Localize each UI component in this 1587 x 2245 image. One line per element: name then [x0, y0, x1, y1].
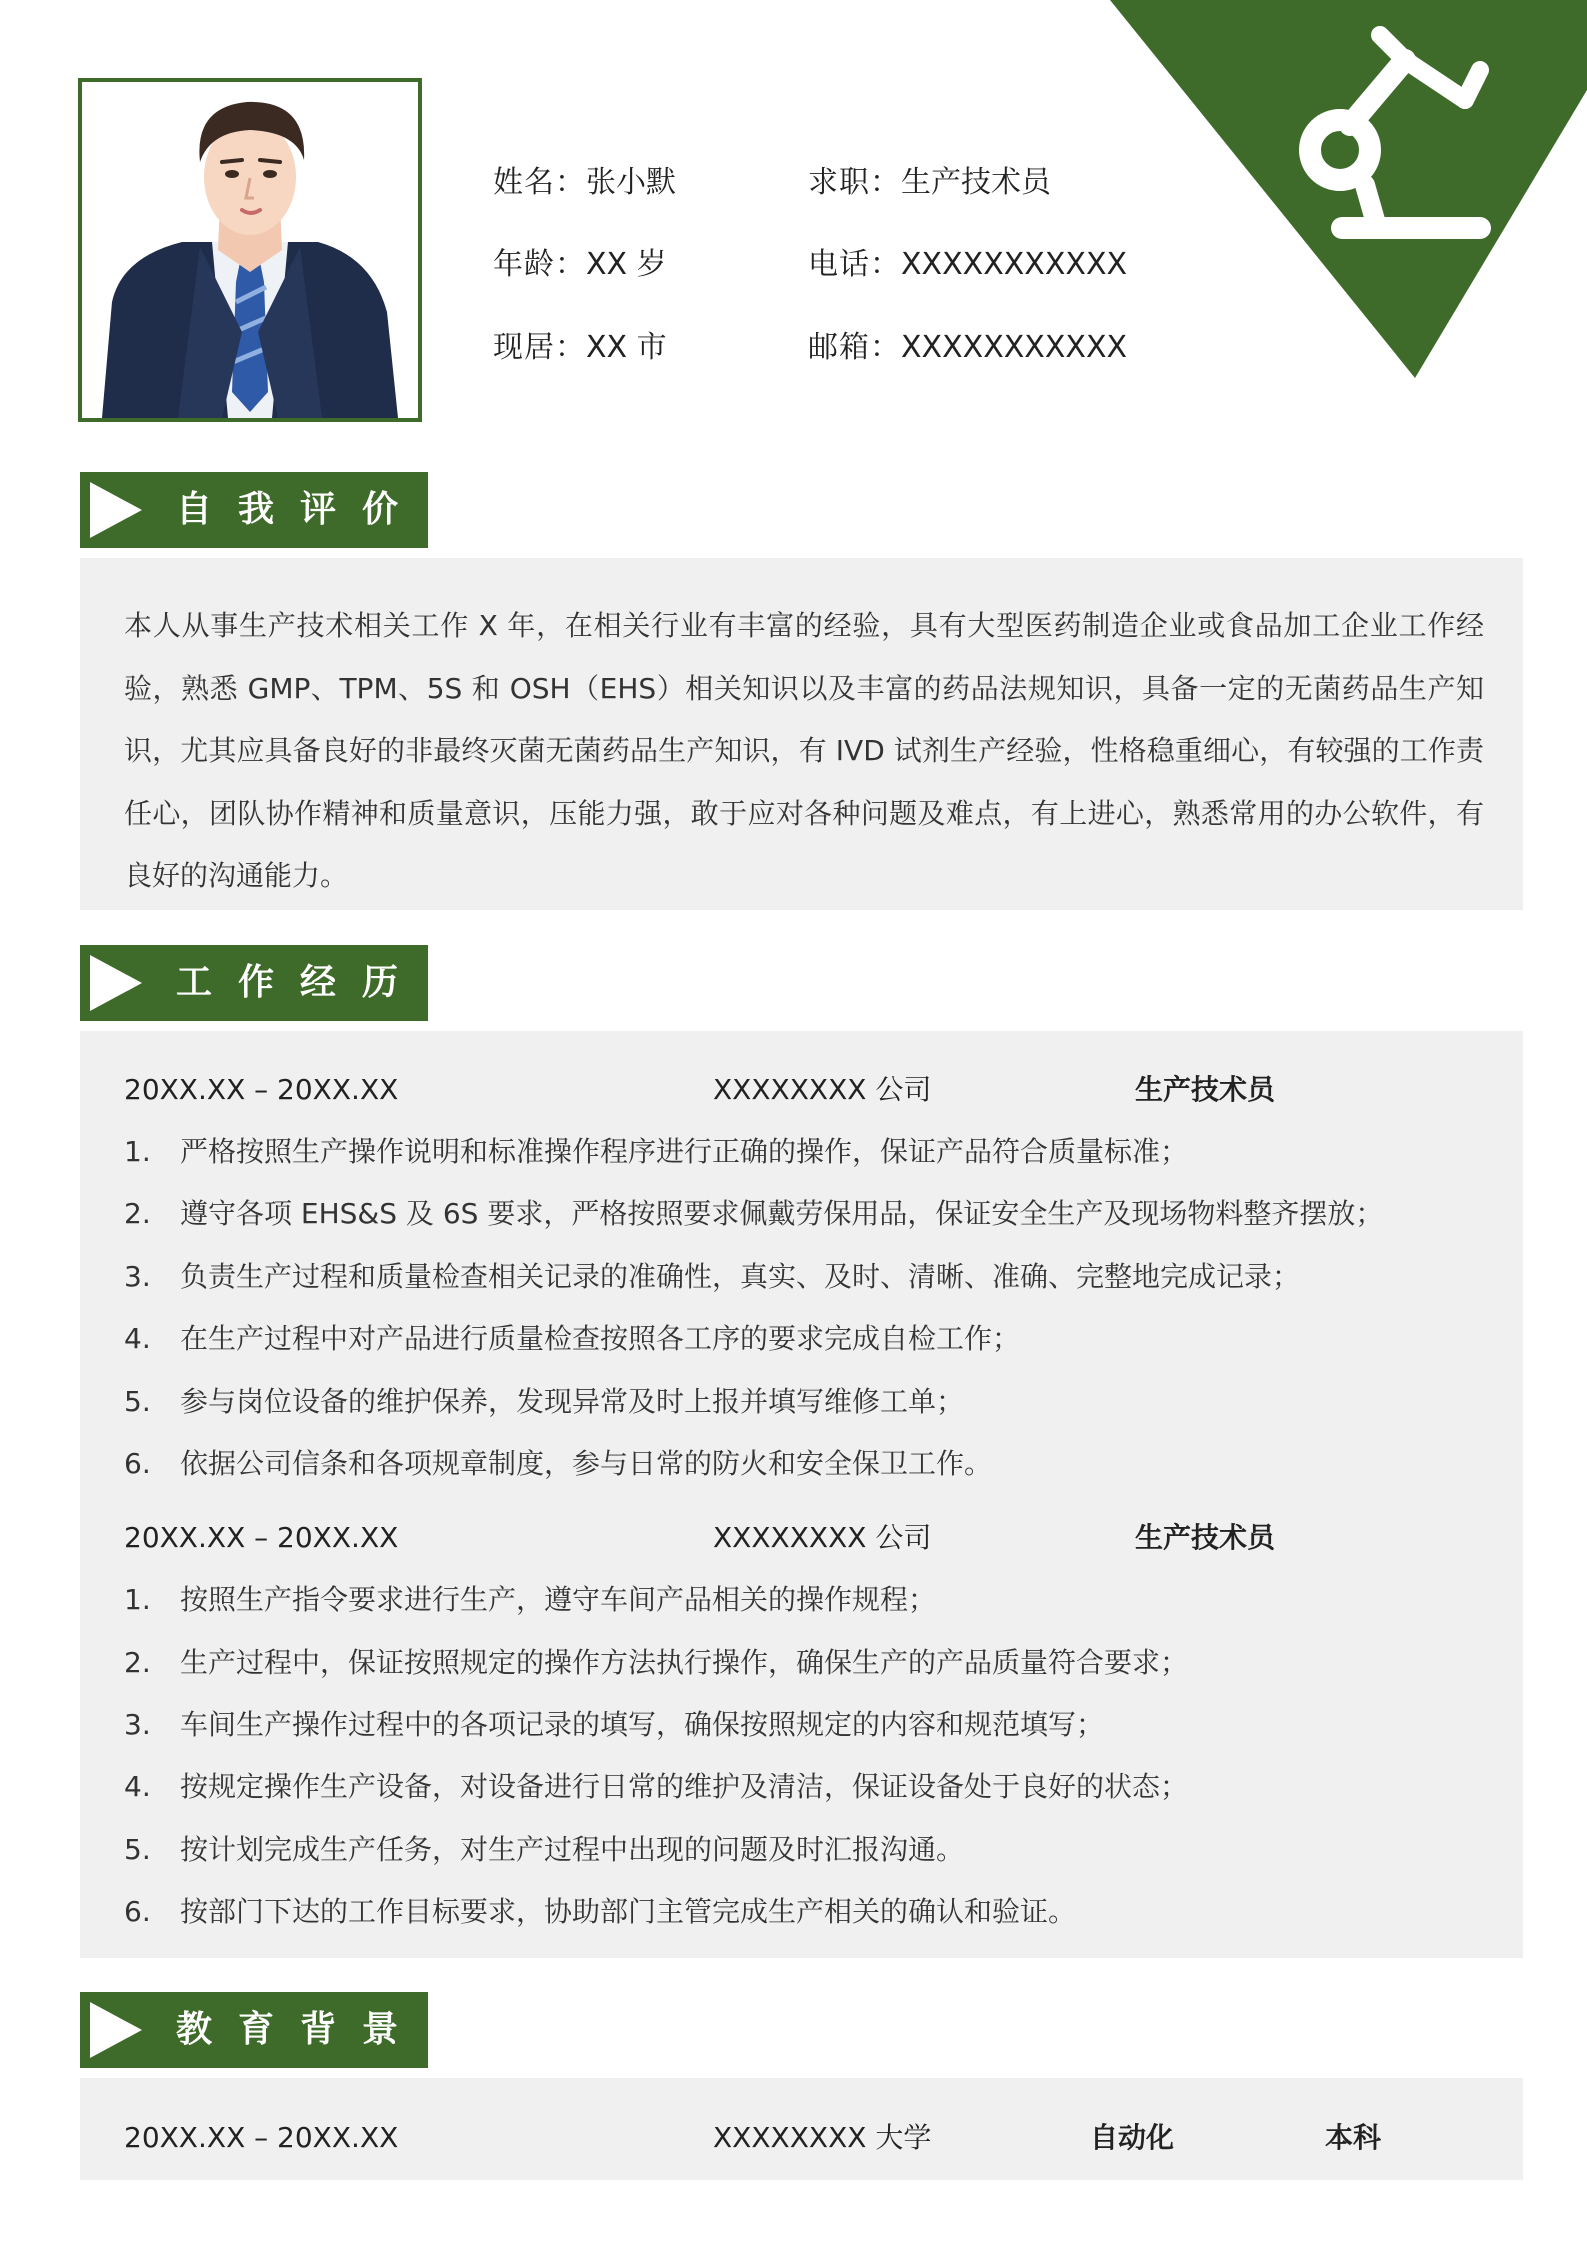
item-number: 3. [124, 1260, 151, 1293]
email-value: XXXXXXXXXXX [901, 330, 1128, 365]
name-field [493, 165, 676, 200]
item-number: 6. [124, 1895, 151, 1928]
job-company: XXXXXXXX 公司 [713, 1521, 932, 1554]
work-panel [80, 1031, 1523, 1958]
item-number: 2. [124, 1646, 151, 1679]
play-triangle-icon [90, 482, 142, 538]
item-text: 按规定操作生产设备，对设备进行日常的维护及清洁，保证设备处于良好的状态； [180, 1770, 1189, 1803]
list-item [124, 1136, 1424, 1168]
age-value: XX 岁 [586, 247, 667, 282]
section-header-work [80, 945, 428, 1021]
list-item [124, 1261, 1424, 1293]
list-item [124, 1896, 1424, 1928]
item-text: 按计划完成生产任务，对生产过程中出现的问题及时汇报沟通。 [180, 1833, 965, 1866]
item-number: 3. [124, 1708, 151, 1741]
item-number: 5. [124, 1385, 151, 1418]
play-triangle-icon [90, 955, 142, 1011]
item-number: 4. [124, 1322, 151, 1355]
job-position: 生产技术员 [1135, 1073, 1276, 1106]
profile-photo [78, 78, 422, 422]
list-item [124, 1386, 1424, 1418]
job-label: 求职： [808, 165, 901, 200]
item-text: 车间生产操作过程中的各项记录的填写，确保按照规定的内容和规范填写； [180, 1708, 1105, 1741]
city-label: 现居： [493, 330, 586, 365]
item-text: 参与岗位设备的维护保养，发现异常及时上报并填写维修工单； [180, 1385, 965, 1418]
avatar [82, 82, 418, 418]
item-text: 依据公司信条和各项规章制度，参与日常的防火和安全保卫工作。 [180, 1447, 993, 1480]
city-value: XX 市 [586, 330, 667, 365]
phone-value: XXXXXXXXXXX [901, 247, 1128, 282]
edu-major: 自动化 [1090, 2121, 1175, 2154]
list-item [124, 1834, 1424, 1866]
item-text: 按部门下达的工作目标要求，协助部门主管完成生产相关的确认和验证。 [180, 1895, 1077, 1928]
age-field [493, 247, 667, 282]
list-item [124, 1709, 1424, 1741]
email-field [808, 330, 1128, 365]
job-position: 生产技术员 [1135, 1521, 1276, 1554]
item-text: 按照生产指令要求进行生产，遵守车间产品相关的操作规程； [180, 1583, 937, 1616]
age-label: 年龄： [493, 247, 586, 282]
phone-label: 电话： [808, 247, 901, 282]
section-header-education [80, 1992, 428, 2068]
job-period: 20XX.XX – 20XX.XX [124, 1073, 399, 1106]
section-header-self-eval [80, 472, 428, 548]
list-item [124, 1323, 1424, 1355]
item-number: 2. [124, 1197, 151, 1230]
email-label: 邮箱： [808, 330, 901, 365]
item-text: 生产过程中，保证按照规定的操作方法执行操作，确保生产的产品质量符合要求； [180, 1646, 1189, 1679]
edu-school: XXXXXXXX 大学 [713, 2121, 932, 2154]
edu-degree: 本科 [1325, 2121, 1382, 2154]
section-title: 工作经历 [176, 962, 425, 1003]
edu-period: 20XX.XX – 20XX.XX [124, 2121, 399, 2154]
item-text: 严格按照生产操作说明和标准操作程序进行正确的操作，保证产品符合质量标准； [180, 1135, 1189, 1168]
job-field [808, 165, 1051, 200]
phone-field [808, 247, 1128, 282]
item-number: 1. [124, 1135, 151, 1168]
job-company: XXXXXXXX 公司 [713, 1073, 932, 1106]
self-eval-text: 本人从事生产技术相关工作 X 年，在相关行业有丰富的经验，具有大型医药制造企业或食品加工企业工作经验，熟悉 GMP、TPM、5S 和 OSH（EHS）相关知识以及丰富的药品法规知识，具备一定的无菌药品生产知识，尤其应具备良好的非最终灭菌无菌药品生产知识，有 IVD 试剂生产经验，性格稳重细心，有较强的工作责任心，团队协作精神和质量意识，压能力强，敢于应对各种问题及难点，有上进心，熟悉常用的办公软件，有良好的沟通能力。 [124, 609, 1484, 892]
list-item [124, 1448, 1424, 1480]
item-text: 遵守各项 EHS&S 及 6S 要求，严格按照要求佩戴劳保用品，保证安全生产及现场物料整齐摆放； [180, 1197, 1384, 1230]
list-item [124, 1771, 1424, 1803]
list-item [124, 1647, 1424, 1679]
name-value: 张小默 [586, 165, 676, 200]
list-item [124, 1584, 1424, 1616]
job-period: 20XX.XX – 20XX.XX [124, 1521, 399, 1554]
name-label: 姓名： [493, 165, 586, 200]
list-item [124, 1198, 1424, 1230]
item-text: 在生产过程中对产品进行质量检查按照各工序的要求完成自检工作； [180, 1322, 1021, 1355]
corner-decoration [1080, 0, 1587, 380]
item-number: 1. [124, 1583, 151, 1616]
item-number: 4. [124, 1770, 151, 1803]
section-title: 自我评价 [176, 489, 425, 530]
job-value: 生产技术员 [901, 165, 1051, 200]
city-field [493, 330, 667, 365]
item-number: 5. [124, 1833, 151, 1866]
play-triangle-icon [90, 2002, 142, 2058]
item-number: 6. [124, 1447, 151, 1480]
item-text: 负责生产过程和质量检查相关记录的准确性，真实、及时、清晰、准确、完整地完成记录； [180, 1260, 1301, 1293]
section-title: 教育背景 [176, 2009, 425, 2050]
